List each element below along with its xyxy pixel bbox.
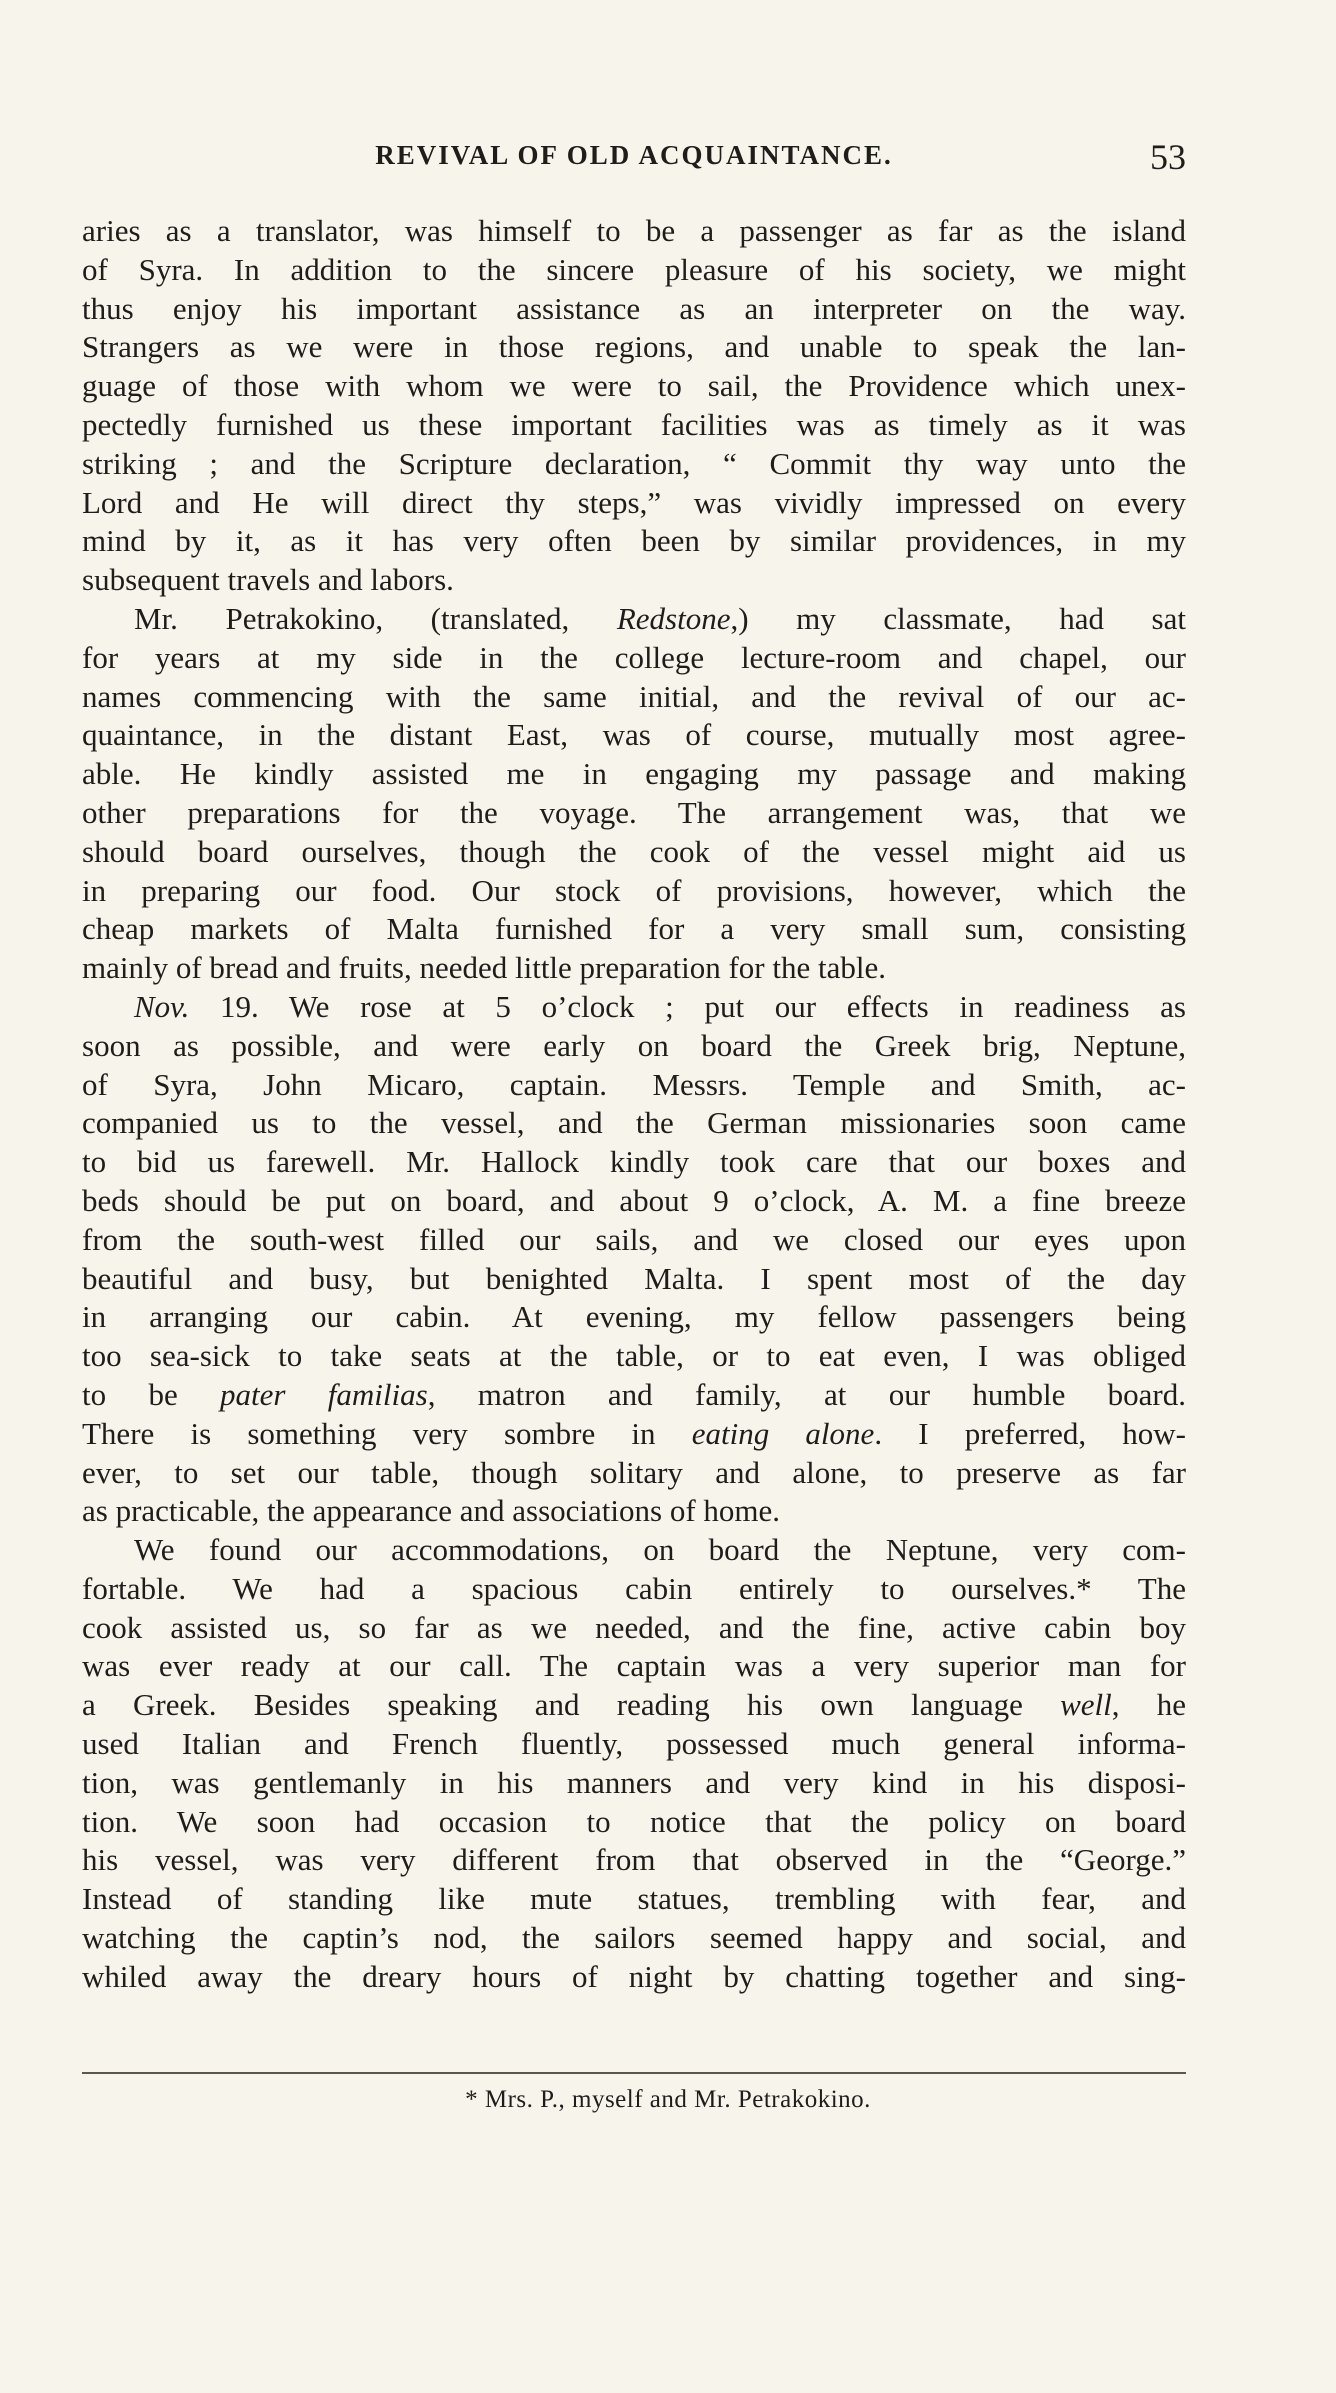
footnote-divider	[82, 2072, 1186, 2074]
text-line: a Greek. Besides speaking and reading his own language well, he	[82, 1687, 1186, 1723]
text-line: guage of those with whom we were to sail, the Providence which unex-	[82, 368, 1186, 404]
text-line: Nov. 19. We rose at 5 o’clock ; put our effects in readiness as	[134, 988, 1186, 1024]
text-line: companied us to the vessel, and the German missionaries soon came	[82, 1105, 1186, 1141]
text-line: soon as possible, and were early on board the Greek brig, Neptune,	[82, 1027, 1186, 1063]
text-line: was ever ready at our call. The captain was a very superior man for	[82, 1648, 1186, 1684]
page-number: 53	[1150, 137, 1186, 177]
text-line: ever, to set our table, though solitary and alone, to preserve as far	[82, 1454, 1186, 1490]
text-line: able. He kindly assisted me in engaging my passage and making	[82, 756, 1186, 792]
text-line: fortable. We had a spacious cabin entirely to ourselves.* The	[82, 1570, 1186, 1606]
text-line: tion. We soon had occasion to notice that the policy on board	[82, 1803, 1186, 1839]
text-line: of Syra. In addition to the sincere pleasure of his society, we might	[82, 251, 1186, 287]
text-line: thus enjoy his important assistance as an interpreter on the way.	[82, 290, 1186, 326]
text-line: mainly of bread and fruits, needed little preparation for the table.	[82, 950, 886, 986]
text-line: should board ourselves, though the cook of the vessel might aid us	[82, 833, 1186, 869]
text-line: in preparing our food. Our stock of provisions, however, which the	[82, 872, 1186, 908]
text-line: his vessel, was very different from that observed in the “George.”	[82, 1842, 1186, 1878]
text-line: Strangers as we were in those regions, and unable to speak the lan-	[82, 329, 1186, 365]
text-line: Instead of standing like mute statues, trembling with fear, and	[82, 1881, 1186, 1917]
text-line: whiled away the dreary hours of night by chatting together and sing-	[82, 1958, 1186, 1994]
text-line: of Syra, John Micaro, captain. Messrs. Temple and Smith, ac-	[82, 1066, 1186, 1102]
body-text	[82, 212, 1186, 1997]
text-line: beds should be put on board, and about 9 o’clock, A. M. a fine breeze	[82, 1182, 1186, 1218]
text-line: Mr. Petrakokino, (translated, Redstone,) my classmate, had sat	[134, 600, 1186, 636]
text-line: for years at my side in the college lecture-room and chapel, our	[82, 639, 1186, 675]
text-line: quaintance, in the distant East, was of course, mutually most agree-	[82, 717, 1186, 753]
text-line: pectedly furnished us these important facilities was as timely as it was	[82, 406, 1186, 442]
text-line: striking ; and the Scripture declaration, “ Commit thy way unto the	[82, 445, 1186, 481]
text-line: We found our accommodations, on board the Neptune, very com-	[134, 1532, 1186, 1568]
text-line: There is something very sombre in eating alone. I preferred, how-	[82, 1415, 1187, 1451]
text-line: watching the captin’s nod, the sailors seemed happy and social, and	[82, 1920, 1186, 1956]
text-line: cheap markets of Malta furnished for a very small sum, consisting	[82, 911, 1186, 947]
text-line: in arranging our cabin. At evening, my fellow passengers being	[82, 1299, 1186, 1335]
text-line: subsequent travels and labors.	[82, 562, 454, 598]
text-line: cook assisted us, so far as we needed, and the fine, active cabin boy	[82, 1609, 1186, 1645]
running-title: REVIVAL OF OLD ACQUAINTANCE.	[375, 140, 893, 170]
footnote: * Mrs. P., myself and Mr. Petrakokino.	[465, 2086, 871, 2113]
text-line: mind by it, as it has very often been by similar providences, in my	[82, 523, 1186, 559]
text-line: too sea-sick to take seats at the table, or to eat even, I was obliged	[82, 1338, 1186, 1374]
text-line: to bid us farewell. Mr. Hallock kindly took care that our boxes and	[82, 1144, 1186, 1180]
page-header	[82, 136, 1186, 180]
text-line: from the south-west filled our sails, and we closed our eyes upon	[82, 1221, 1186, 1257]
text-line: other preparations for the voyage. The arrangement was, that we	[82, 794, 1186, 830]
text-line: used Italian and French fluently, possessed much general informa-	[82, 1726, 1186, 1762]
text-line: tion, was gentlemanly in his manners and very kind in his disposi-	[82, 1764, 1186, 1800]
text-line: beautiful and busy, but benighted Malta. I spent most of the day	[82, 1260, 1186, 1296]
text-line: to be pater familias, matron and family, at our humble board.	[82, 1376, 1186, 1412]
text-line: Lord and He will direct thy steps,” was vividly impressed on every	[82, 484, 1186, 520]
text-line: names commencing with the same initial, and the revival of our ac-	[82, 678, 1186, 714]
text-line: as practicable, the appearance and associations of home.	[82, 1493, 781, 1529]
text-line: aries as a translator, was himself to be a passenger as far as the island	[82, 213, 1186, 248]
